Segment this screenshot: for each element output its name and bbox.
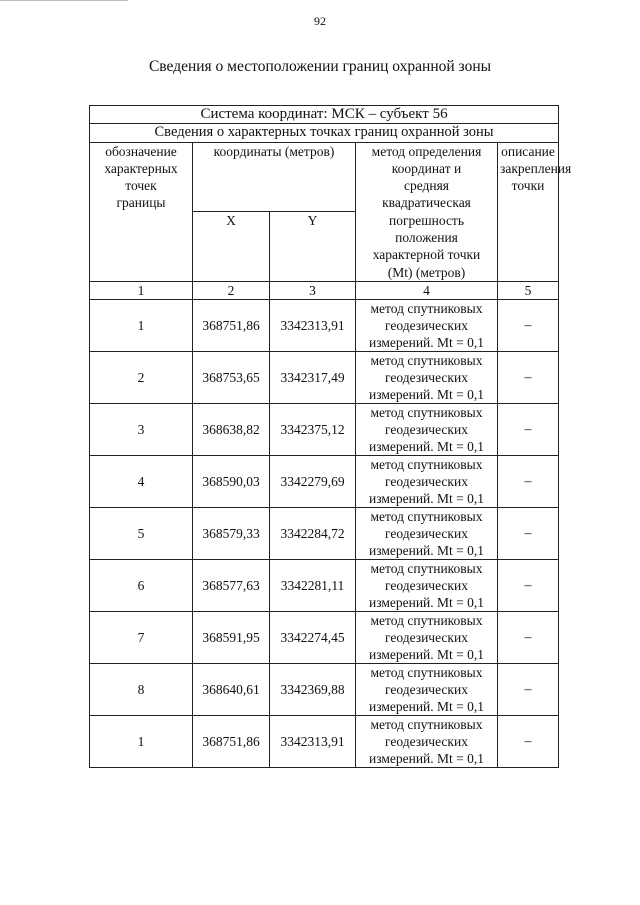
method-line: измерений. Mt = 0,1 — [368, 751, 485, 767]
description-cell: – — [498, 716, 559, 768]
description-cell: – — [498, 404, 559, 456]
method-cell — [356, 300, 498, 352]
method-line: метод спутниковых — [370, 457, 483, 473]
header-method-line: погрешность — [388, 212, 464, 228]
table-row — [90, 456, 559, 508]
y-coordinate-cell: 3342375,12 — [270, 404, 356, 456]
method-cell — [356, 456, 498, 508]
method-line: геодезических — [385, 526, 468, 542]
method-line: метод спутниковых — [370, 405, 483, 421]
y-coordinate-cell: 3342317,49 — [270, 352, 356, 404]
x-coordinate-cell: 368638,82 — [193, 404, 270, 456]
header-designation-line: обозначение — [105, 143, 177, 159]
method-cell — [356, 560, 498, 612]
table-row — [90, 300, 559, 352]
method-line: измерений. Mt = 0,1 — [368, 439, 485, 455]
column-number: 5 — [498, 281, 559, 299]
x-coordinate-cell: 368751,86 — [193, 300, 270, 352]
header-description — [498, 142, 572, 281]
page-title: Сведения о местоположении границ охранной зоны — [148, 58, 492, 75]
x-coordinate-cell: 368590,03 — [193, 456, 270, 508]
point-number-cell: 1 — [90, 716, 193, 768]
method-line: геодезических — [385, 370, 468, 386]
point-number-cell: 2 — [90, 352, 193, 404]
method-cell — [356, 404, 498, 456]
method-line: измерений. Mt = 0,1 — [368, 647, 485, 663]
description-cell: – — [498, 352, 559, 404]
point-number-cell: 7 — [90, 612, 193, 664]
description-cell: – — [498, 300, 559, 352]
method-cell — [356, 664, 498, 716]
header-description-line: описание — [501, 143, 555, 159]
method-line: геодезических — [385, 474, 468, 490]
point-number-cell: 3 — [90, 404, 193, 456]
header-description-line: закрепления — [500, 160, 572, 176]
method-line: геодезических — [385, 734, 468, 750]
method-line: метод спутниковых — [370, 353, 483, 369]
table-row — [90, 716, 559, 768]
point-number-cell: 6 — [90, 560, 193, 612]
y-coordinate-cell: 3342313,91 — [270, 300, 356, 352]
y-coordinate-cell: 3342369,88 — [270, 664, 356, 716]
column-number: 2 — [193, 281, 270, 299]
method-line: геодезических — [385, 630, 468, 646]
header-description-line: точки — [511, 178, 545, 194]
y-coordinate-cell: 3342281,11 — [270, 560, 356, 612]
x-coordinate-cell: 368577,63 — [193, 560, 270, 612]
coord-system-row — [90, 106, 559, 124]
method-line: метод спутниковых — [370, 613, 483, 629]
x-coordinate-cell: 368579,33 — [193, 508, 270, 560]
table-row — [90, 612, 559, 664]
method-line: метод спутниковых — [370, 717, 483, 733]
method-line: измерений. Mt = 0,1 — [368, 595, 485, 611]
method-line: геодезических — [385, 682, 468, 698]
description-cell: – — [498, 664, 559, 716]
method-cell — [356, 352, 498, 404]
header-designation-line: точек — [125, 178, 157, 194]
x-coordinate-cell: 368591,95 — [193, 612, 270, 664]
description-cell: – — [498, 456, 559, 508]
header-method-line: средняя — [403, 178, 450, 194]
y-coordinate-cell: 3342284,72 — [270, 508, 356, 560]
header-method-line: положения — [395, 230, 458, 246]
page-number: 92 — [314, 14, 326, 28]
section-row — [90, 124, 559, 142]
method-line: измерений. Mt = 0,1 — [368, 387, 485, 403]
method-cell — [356, 612, 498, 664]
table-row — [90, 352, 559, 404]
coord-system-cell: Система координат: МСК – субъект 56 — [90, 106, 559, 124]
header-x: X — [193, 212, 270, 282]
method-cell — [356, 508, 498, 560]
table-row — [90, 404, 559, 456]
header-method-line: (Mt) (метров) — [387, 264, 466, 280]
column-number: 4 — [356, 281, 498, 299]
method-line: геодезических — [385, 422, 468, 438]
header-designation-line: характерных — [104, 160, 178, 176]
column-number: 1 — [90, 281, 193, 299]
header-method-line: метод определения — [371, 143, 482, 159]
header-designation — [90, 142, 193, 281]
column-number-row — [90, 281, 559, 299]
x-coordinate-cell: 368751,86 — [193, 716, 270, 768]
table-row — [90, 508, 559, 560]
method-line: измерений. Mt = 0,1 — [368, 699, 485, 715]
table-row — [90, 664, 559, 716]
column-number: 3 — [270, 281, 356, 299]
y-coordinate-cell: 3342279,69 — [270, 456, 356, 508]
method-cell — [356, 716, 498, 768]
header-coordinates: координаты (метров) — [193, 142, 356, 212]
method-line: метод спутниковых — [370, 509, 483, 525]
header-method-line: характерной точки — [372, 247, 481, 263]
header-method — [356, 142, 498, 281]
method-line: измерений. Mt = 0,1 — [368, 491, 485, 507]
point-number-cell: 8 — [90, 664, 193, 716]
method-line: метод спутниковых — [370, 665, 483, 681]
method-line: геодезических — [385, 578, 468, 594]
point-number-cell: 4 — [90, 456, 193, 508]
method-line: геодезических — [385, 318, 468, 334]
method-line: измерений. Mt = 0,1 — [368, 335, 485, 351]
description-cell: – — [498, 612, 559, 664]
section-cell: Сведения о характерных точках границ охранной зоны — [90, 124, 559, 142]
method-line: измерений. Mt = 0,1 — [368, 543, 485, 559]
x-coordinate-cell: 368640,61 — [193, 664, 270, 716]
header-method-line: координат и — [391, 160, 462, 176]
boundary-points-table — [89, 105, 572, 768]
point-number-cell: 1 — [90, 300, 193, 352]
y-coordinate-cell: 3342313,91 — [270, 716, 356, 768]
description-cell: – — [498, 560, 559, 612]
method-line: метод спутниковых — [370, 561, 483, 577]
y-coordinate-cell: 3342274,45 — [270, 612, 356, 664]
x-coordinate-cell: 368753,65 — [193, 352, 270, 404]
description-cell: – — [498, 508, 559, 560]
method-line: метод спутниковых — [370, 301, 483, 317]
header-method-line: квадратическая — [382, 195, 471, 211]
point-number-cell: 5 — [90, 508, 193, 560]
header-designation-line: границы — [116, 195, 166, 211]
header-row — [90, 142, 559, 212]
scan-corner-mark — [0, 0, 128, 1]
header-y: Y — [270, 212, 356, 282]
table-row — [90, 560, 559, 612]
